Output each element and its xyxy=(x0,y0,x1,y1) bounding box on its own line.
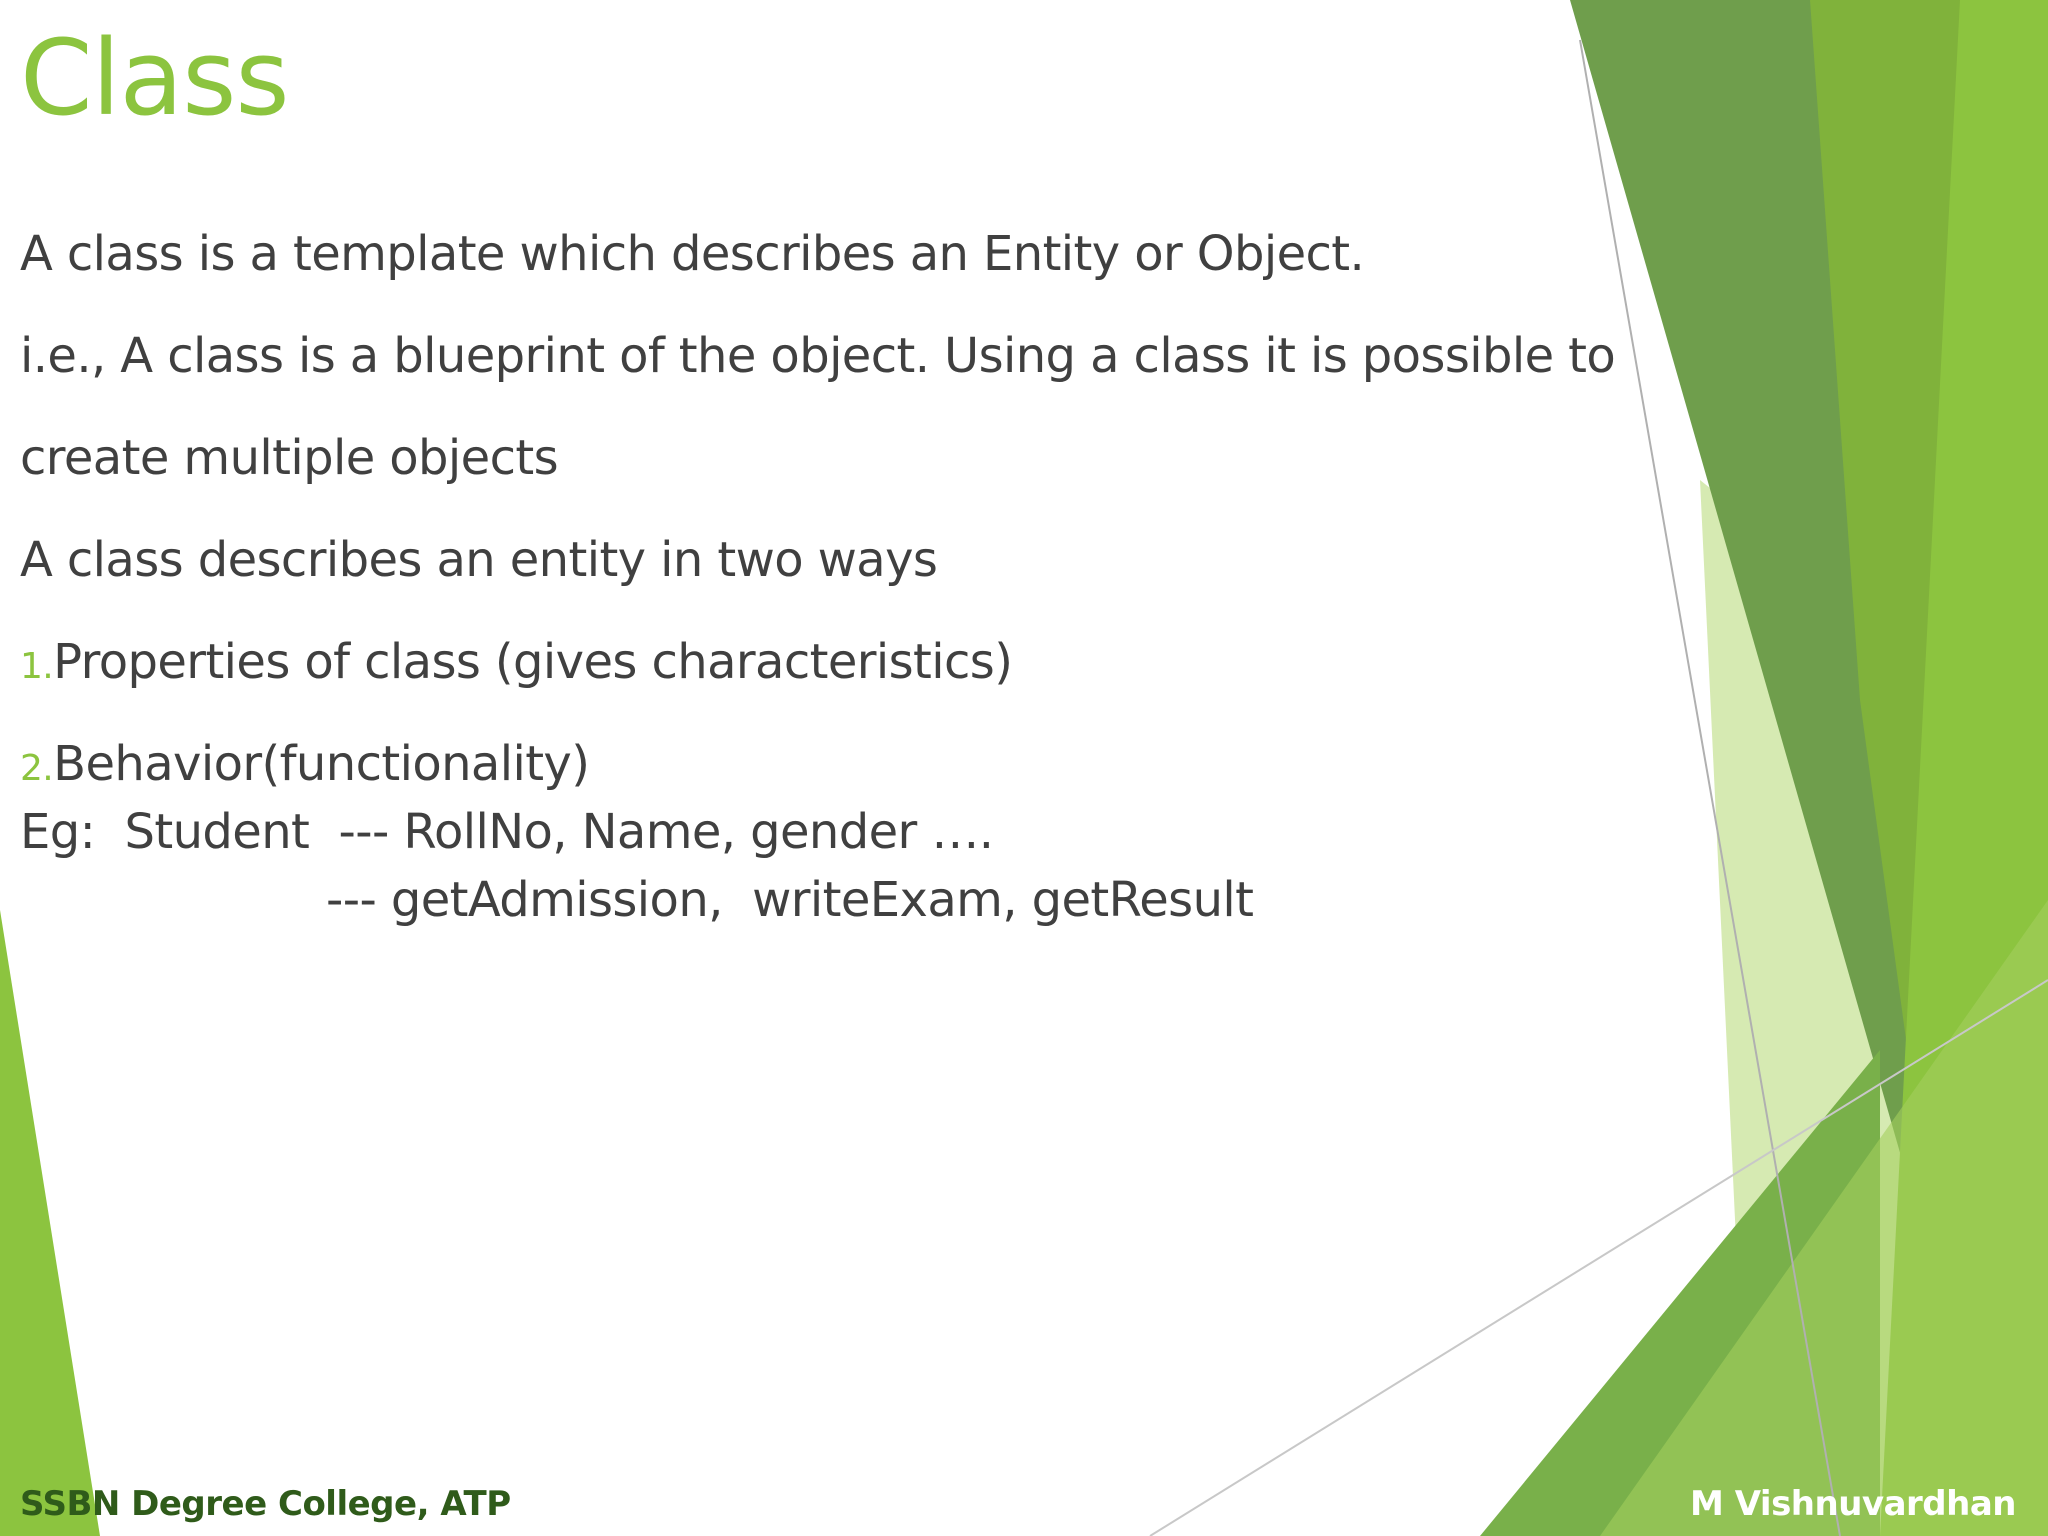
footer-college-name: SSBN Degree College, ATP xyxy=(20,1484,511,1524)
list-number-2: 2. xyxy=(20,748,54,789)
body-line-2: i.e., A class is a blueprint of the object. Using a class it is possible to xyxy=(20,328,1616,384)
slide-title: Class xyxy=(20,17,289,139)
list-text-1: Properties of class (gives characteristics) xyxy=(53,634,1013,690)
footer-author-name: M Vishnuvardhan xyxy=(1690,1484,2016,1524)
body-line-3: create multiple objects xyxy=(20,430,559,486)
list-text-2: Behavior(functionality) xyxy=(53,736,590,792)
list-number-1: 1. xyxy=(20,646,54,687)
body-line-1: A class is a template which describes an Entity or Object. xyxy=(20,226,1365,282)
left-green-sliver xyxy=(0,910,100,1536)
list-item-2 xyxy=(20,736,589,797)
example-line-1: Eg: Student --- RollNo, Name, gender …. xyxy=(20,804,994,860)
body-line-4: A class describes an entity in two ways xyxy=(20,532,938,588)
example-line-2: --- getAdmission, writeExam, getResult xyxy=(326,872,1254,928)
list-item-1 xyxy=(20,634,1012,695)
